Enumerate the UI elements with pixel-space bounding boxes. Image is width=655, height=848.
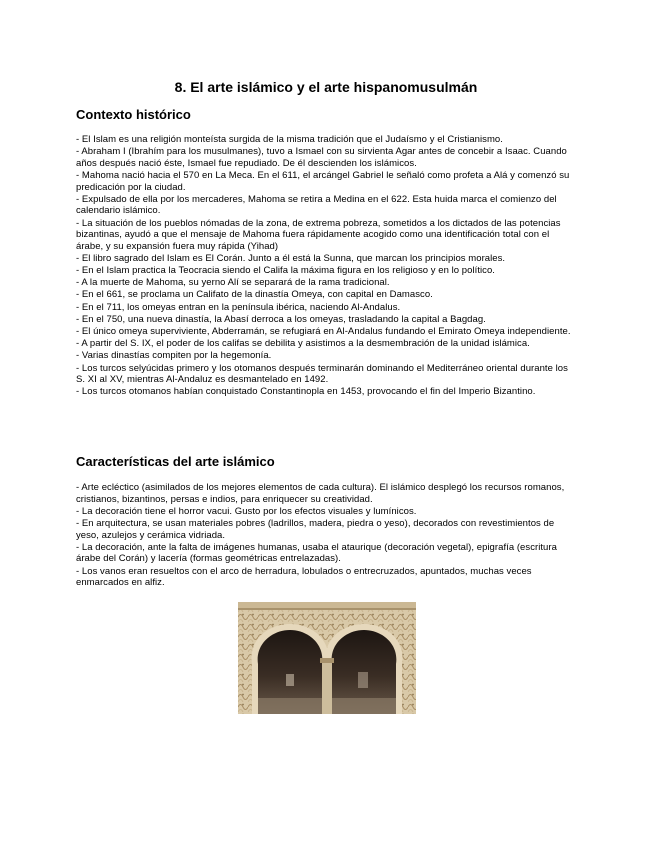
list-item: - Expulsado de ella por los mercaderes, Mahoma se retira a Medina en el 622. Esta huida marca el comienzo del calendario islámico. <box>76 193 557 217</box>
list-item: - En arquitectura, se usan materiales pobres (ladrillos, madera, piedra o yeso), decorados con revestimientos de yeso, azulejos y cerámica vidriada. <box>76 517 555 541</box>
horseshoe-arches-photo <box>238 602 416 714</box>
section-heading-characteristics: Características del arte islámico <box>76 454 275 469</box>
list-item: - Varias dinastías compiten por la hegemonía. <box>76 350 272 362</box>
context-list <box>76 134 576 399</box>
list-item: - La decoración, ante la falta de imágenes humanas, usaba el ataurique (decoración vegetal), epigrafía (escritura árabe del Corán) y lacería (formas geométricas entrelazadas). <box>76 541 557 565</box>
list-item: - El Islam es una religión monteísta surgida de la misma tradición que el Judaísmo y el Cristianismo. <box>76 134 503 145</box>
list-item: - La situación de los pueblos nómadas de la zona, de extrema pobreza, sometidos a los dictados de las potencias bizantinas, ayudó a que el mensaje de Mahoma fuera rápidamente acogido como una identificación total con el árabe, y su expansión fuera muy rápida (Yihad) <box>76 217 561 252</box>
list-item: - En el 711, los omeyas entran en la península ibérica, naciendo Al-Andalus. <box>76 301 401 313</box>
list-item: - A partir del S. IX, el poder de los califas se debilita y asistimos a la desmembración de la unidad islámica. <box>76 338 530 350</box>
list-item: - Los vanos eran resueltos con el arco de herradura, lobulados o entrecruzados, apuntados, muchas veces enmarcados en alfiz. <box>76 565 532 589</box>
list-item: - En el 750, una nueva dinastía, la Abasí derroca a los omeyas, trasladando la capital a Bagdag. <box>76 313 486 325</box>
list-item: - Abraham I (Ibrahím para los musulmanes), tuvo a Ismael con su sirvienta Agar antes de concebir a Isaac. Cuando años después nació éste, Ismael fue repudiado. De él descienden los islámicos. <box>76 146 567 169</box>
list-item: - Los turcos otomanos habían conquistado Constantinopla en 1453, provocando el fin del Imperio Bizantino. <box>76 386 536 398</box>
page-title: 8. El arte islámico y el arte hispanomusulmán <box>174 79 478 95</box>
list-item: - A la muerte de Mahoma, su yerno Alí se separará de la rama tradicional. <box>76 277 390 289</box>
characteristics-list <box>76 482 576 589</box>
section-heading-context: Contexto histórico <box>76 107 191 122</box>
list-item: - En el 661, se proclama un Califato de la dinastía Omeya, con capital en Damasco. <box>76 289 433 301</box>
list-item: - Mahoma nació hacia el 570 en La Meca. En el 611, el arcángel Gabriel le señaló como profeta a Alá y comenzó su predicación por la ciudad. <box>76 169 570 193</box>
list-item: - Los turcos selyúcidas primero y los otomanos después terminarán dominando el Mediterráneo oriental durante los S. XI al XV, mientras Al-Andaluz es desmantelado en 1492. <box>76 362 568 386</box>
list-item: - El único omeya superviviente, Abderramán, se refugiará en Al-Andalus fundando el Emirato Omeya independiente. <box>76 326 571 338</box>
list-item: - Arte ecléctico (asimilados de los mejores elementos de cada cultura). El islámico desplegó los recursos romanos, cristianos, bizantinos, persas e indios, para enriquecer su creatividad. <box>76 482 565 505</box>
list-item: - El libro sagrado del Islam es El Corán. Junto a él está la Sunna, que marcan los principios morales. <box>76 252 506 264</box>
list-item: - La decoración tiene el horror vacui. Gusto por los efectos visuales y lumínicos. <box>76 505 417 517</box>
list-item: - En el Islam practica la Teocracia siendo el Califa la máxima figura en los religioso y en lo político. <box>76 265 495 277</box>
